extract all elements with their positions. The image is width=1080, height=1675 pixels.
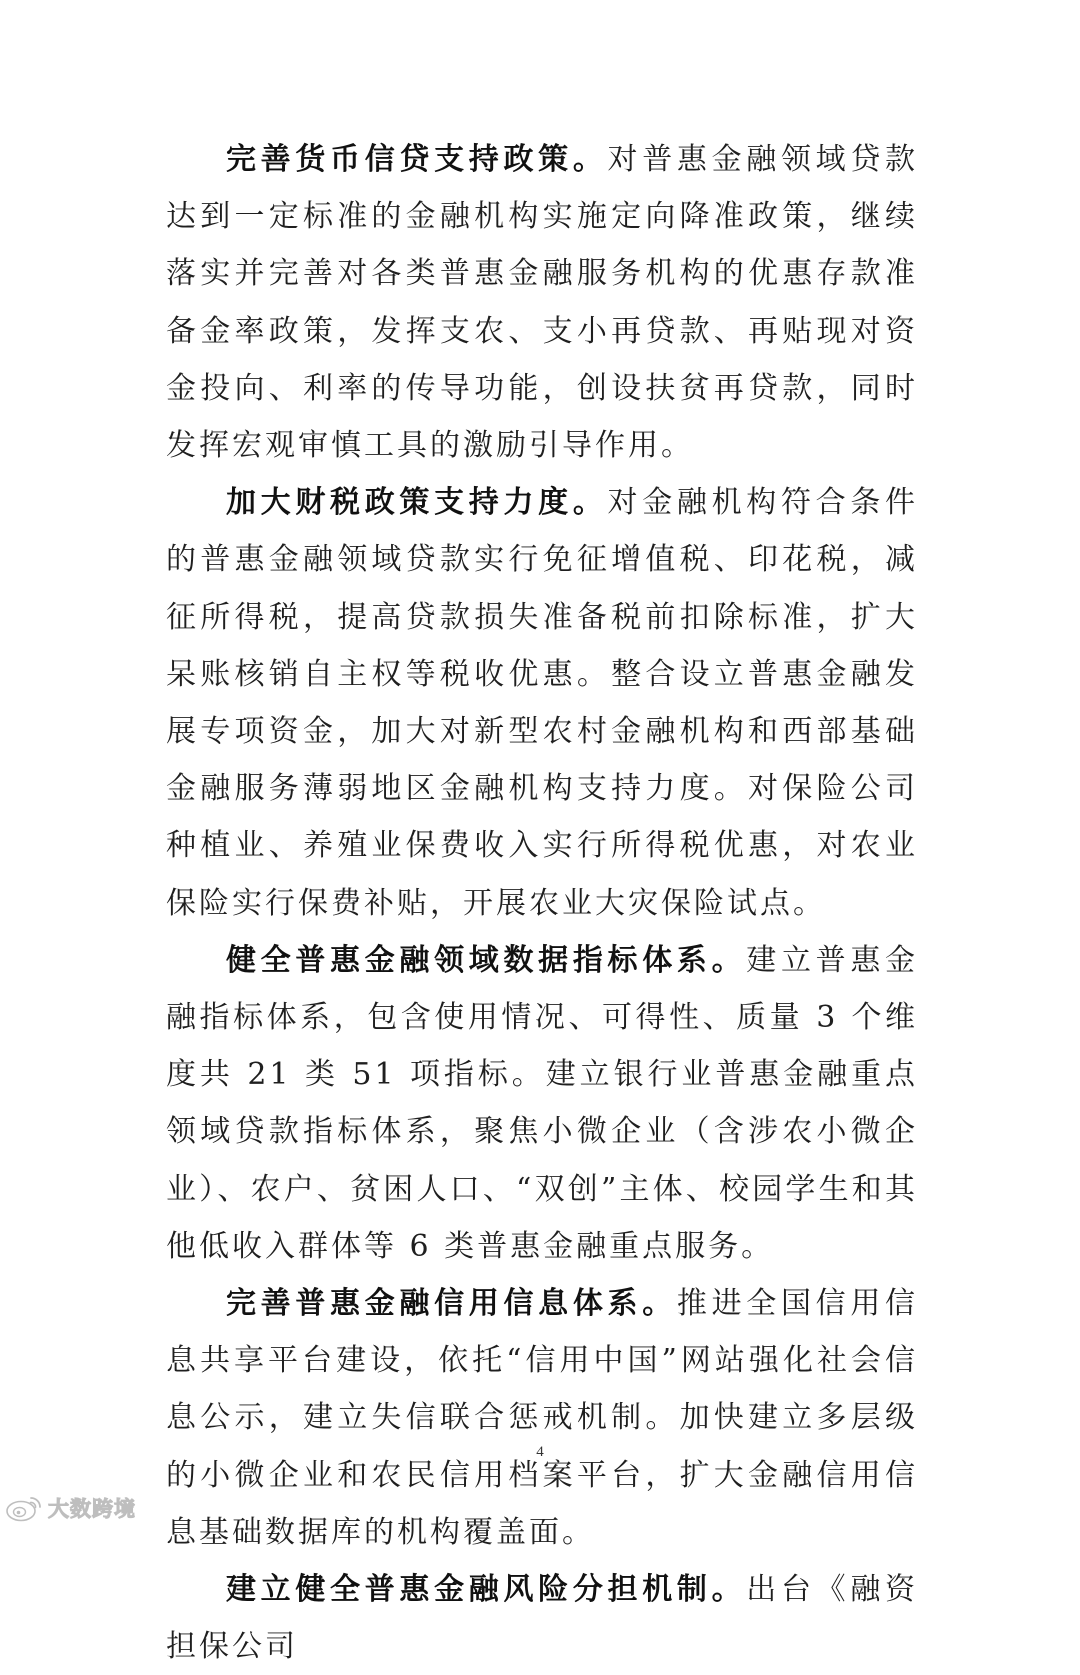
page-number: 4 xyxy=(536,1444,544,1460)
paragraph-credit-information xyxy=(166,1275,918,1561)
paragraph-heading: 健全普惠金融领域数据指标体系。 xyxy=(226,942,747,978)
paragraph-text: 对普惠金融领域贷款达到一定标准的金融机构实施定向降准政策，继续落实并完善对各类普惠金融服务机构的优惠存款准备金率政策，发挥支农、支小再贷款、再贴现对资金投向、利率的传导功能，创设扶贫再贷款，同时发挥宏观审慎工具的激励引导作用。 xyxy=(166,142,919,464)
paragraph-heading: 完善货币信贷支持政策。 xyxy=(226,142,608,177)
watermark xyxy=(4,1493,136,1523)
weibo-logo-icon xyxy=(4,1493,44,1523)
paragraph-monetary-credit xyxy=(166,131,918,474)
paragraph-text: 对金融机构符合条件的普惠金融领域贷款实行免征增值税、印花税，减征所得税，提高贷款损失准备税前扣除标准，扩大呆账核销自主权等税收优惠。整合设立普惠金融发展专项资金，加大对新型农村金融机构和西部基础金融服务薄弱地区金融机构支持力度。对保险公司种植业、养殖业保费收入实行所得税优惠，对农业保险实行保费补贴，开展农业大灾保险试点。 xyxy=(166,485,919,921)
paragraph-fiscal-tax xyxy=(166,474,918,932)
paragraph-text: 推进全国信用信息共享平台建设，依托“信用中国”网站强化社会信息公示，建立失信联合惩戒机制。加快建立多层级的小微企业和农民信用档案平台，扩大金融信用信息基础数据库的机构覆盖面。 xyxy=(166,1286,919,1550)
paragraph-data-indicators xyxy=(166,932,918,1275)
paragraph-heading: 加大财税政策支持力度。 xyxy=(226,485,608,521)
watermark-text: 大数跨境 xyxy=(48,1497,136,1521)
paragraph-text: 建立普惠金融指标体系，包含使用情况、可得性、质量 3 个维度共 21 类 51 项指标。建立银行业普惠金融重点领域贷款指标体系，聚焦小微企业（含涉农小微企业）、农户、贫困人口、“双创”主体、校园学生和其他低收入群体等 6 类普惠金融重点服务。 xyxy=(166,942,919,1264)
paragraph-risk-sharing xyxy=(166,1561,918,1675)
paragraph-heading: 完善普惠金融信用信息体系。 xyxy=(226,1286,677,1322)
paragraph-text: 出台《融资担保公司 xyxy=(166,1572,919,1665)
paragraph-heading: 建立健全普惠金融风险分担机制。 xyxy=(226,1572,747,1608)
